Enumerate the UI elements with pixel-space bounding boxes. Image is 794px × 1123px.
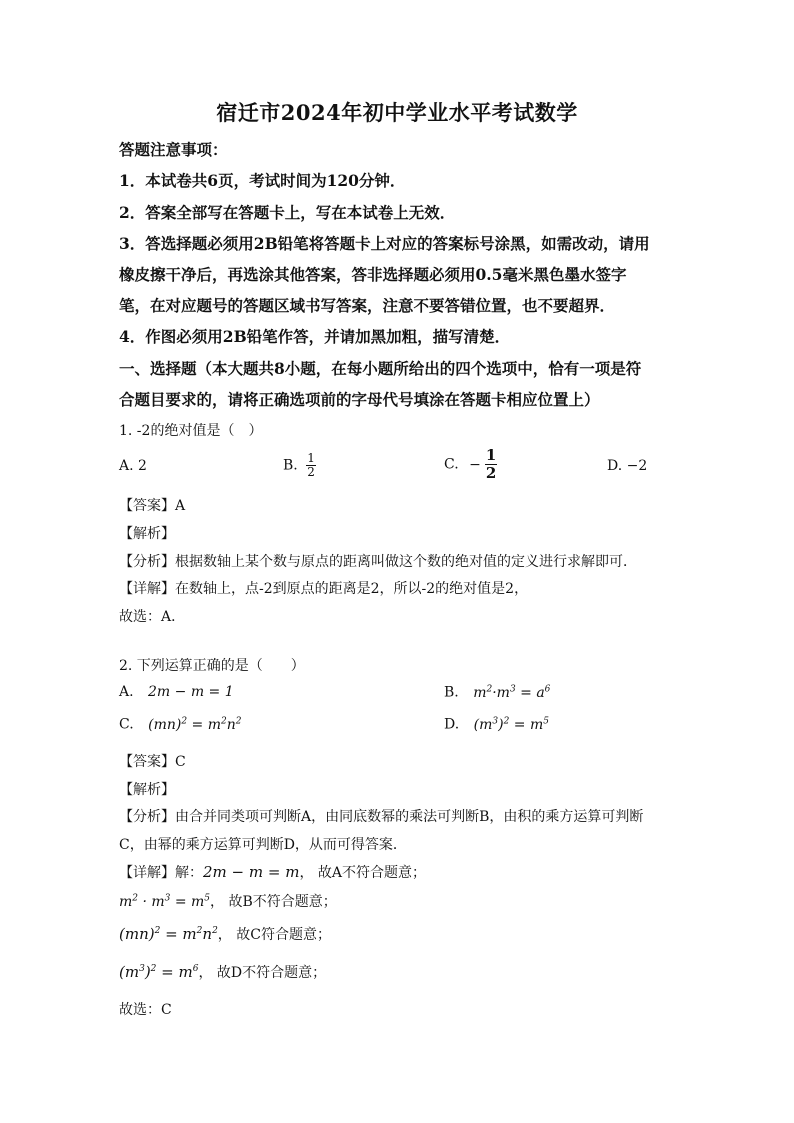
q1-option-c-fraction xyxy=(485,447,497,482)
q1-option-b-fraction xyxy=(306,452,316,479)
q2-choice: 故选：C xyxy=(119,1002,172,1018)
question-2-stem: 2. 下列运算正确的是（ ） xyxy=(119,658,305,674)
q1-option-c-sign: − xyxy=(469,456,481,473)
notice-item-4: 4．作图必须用2B铅笔作答，并请加黑加粗，描写清楚． xyxy=(119,327,511,346)
q1-option-c-denominator: 2 xyxy=(485,464,497,482)
q1-option-c-numerator: 1 xyxy=(485,446,497,464)
question-1-stem: 1. -2的绝对值是（ ） xyxy=(119,423,263,439)
q2-option-a-expression: 2m − m = 1 xyxy=(148,684,234,700)
q2-detail-note-4: ， 故D不符合题意； xyxy=(198,965,327,981)
q2-detail-expression-4: $(m^3)^2 = m^6$ xyxy=(119,963,199,981)
q2-analysis-line-1: 【分析】由合并同类项可判断A，由同底数幂的乘法可判断B，由积的乘方运算可判断 xyxy=(119,809,644,825)
q2-option-c-label: C. xyxy=(119,716,134,733)
q1-analysis-heading: 【解析】 xyxy=(119,526,175,542)
q2-option-a-label: A. xyxy=(119,684,134,700)
q1-option-b-label: B. xyxy=(283,457,298,474)
q2-option-d-expression: $(m^3)^2 = m^5$ xyxy=(473,716,549,733)
q2-option-b xyxy=(444,684,550,701)
q1-option-d: D. −2 xyxy=(607,458,648,474)
notice-item-1: 1．本试卷共6页，考试时间为120分钟． xyxy=(119,171,406,190)
q2-option-d xyxy=(444,716,549,733)
q1-option-b-numerator: 1 xyxy=(307,451,315,465)
q2-detail-expression-1: 2m − m = m xyxy=(203,863,300,881)
q1-detail: 【详解】在数轴上，点-2到原点的距离是2，所以-2的绝对值是2， xyxy=(119,581,529,597)
q1-option-a: A. 2 xyxy=(119,458,147,474)
q2-detail-line-3 xyxy=(119,924,331,944)
q1-option-c-label: C. xyxy=(444,456,459,473)
q2-analysis-line-2: C，由幂的乘方运算可判断D，从而可得答案． xyxy=(119,837,407,853)
notice-heading: 答题注意事项： xyxy=(119,140,228,159)
q2-analysis-heading: 【解析】 xyxy=(119,782,175,798)
q2-option-b-label: B. xyxy=(444,684,459,701)
q2-detail-note-2: ， 故B不符合题意； xyxy=(210,894,337,910)
q2-option-b-expression: $m^2\cdot m^3 = a^6$ xyxy=(473,684,551,701)
q2-detail-line-2 xyxy=(119,891,337,911)
notice-item-2: 2．答案全部写在答题卡上，写在本试卷上无效． xyxy=(119,203,456,222)
q1-choice: 故选：A． xyxy=(119,609,186,625)
q1-option-b xyxy=(283,452,316,479)
q2-detail-line-4 xyxy=(119,962,326,982)
q2-detail-note-1: ， 故A不符合题意； xyxy=(299,865,426,881)
q1-option-b-denominator: 2 xyxy=(307,465,315,479)
q1-analysis: 【分析】根据数轴上某个数与原点的距离叫做这个数的绝对值的定义进行求解即可． xyxy=(119,554,637,570)
q1-answer: 【答案】A xyxy=(119,498,186,514)
section-heading-line-1: 一、选择题（本大题共8小题，在每小题所给出的四个选项中，恰有一项是符 xyxy=(119,359,642,378)
q2-option-c xyxy=(119,716,241,733)
q2-detail-line-1 xyxy=(119,862,426,882)
q2-option-a xyxy=(119,684,234,700)
q2-option-d-label: D. xyxy=(444,716,460,733)
notice-item-3: 3．答选择题必须用2B铅笔将答题卡上对应的答案标号涂黑，如需改动，请用 xyxy=(119,234,650,253)
notice-item-3-cont-2: 笔，在对应题号的答题区域书写答案，注意不要答错位置，也不要超界． xyxy=(119,296,616,315)
section-heading-line-2: 合题目要求的，请将正确选项前的字母代号填涂在答题卡相应位置上） xyxy=(119,390,600,409)
q1-option-c xyxy=(444,447,497,482)
q2-detail-expression-2: $m^2 \cdot m^3 = m^5$ xyxy=(119,893,211,910)
q2-detail-note-3: ， 故C符合题意； xyxy=(217,927,331,943)
page-title: 宿迁市2024年初中学业水平考试数学 xyxy=(216,100,578,125)
q2-option-c-expression: $(mn)^2 = m^2n^2$ xyxy=(148,716,242,733)
q2-detail-expression-3: $(mn)^2 = m^2n^2$ xyxy=(119,925,218,943)
notice-item-3-cont-1: 橡皮擦干净后，再选涂其他答案，答非选择题必须用0.5毫米黑色墨水签字 xyxy=(119,265,627,284)
q2-detail-heading: 【详解】解： xyxy=(119,865,203,881)
q2-answer: 【答案】C xyxy=(119,754,186,770)
